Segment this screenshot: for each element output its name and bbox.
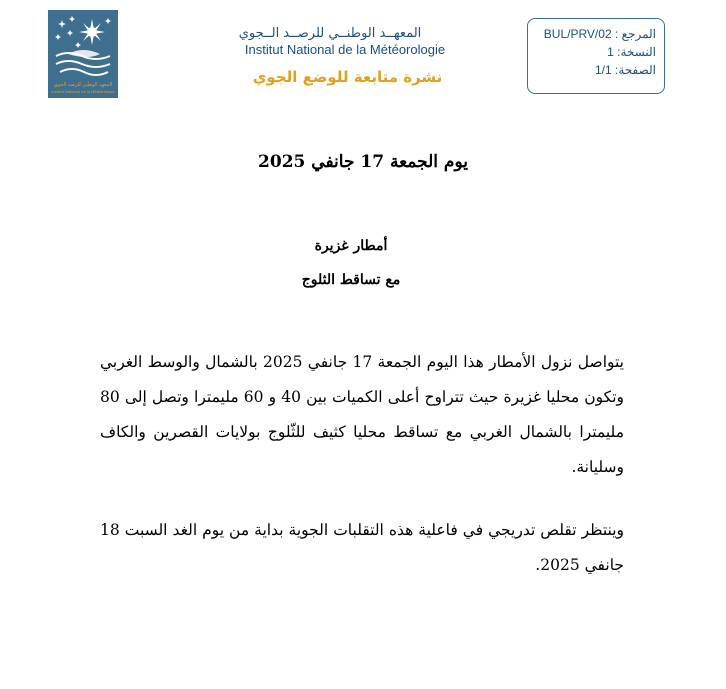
headline-snowfall: مع تساقط الثلوج — [301, 272, 401, 288]
page-label: الصفحة: — [615, 63, 656, 77]
inm-logo-icon — [48, 10, 118, 98]
date-title: يوم الجمعة 17 جانفي 2025 — [258, 152, 468, 172]
copy-label: النسخة: — [617, 45, 656, 59]
institute-name-fr: Institut National de la Météorologie — [244, 42, 446, 57]
institute-name-ar: المعهــد الوطنــي للرصــد الــجوي — [238, 26, 422, 41]
reference-box — [527, 18, 665, 94]
logo-caption-fr: Institut National de la Météorologie — [51, 90, 115, 94]
page-line — [595, 63, 656, 77]
paragraph: يتواصل نزول الأمطار هذا اليوم الجمعة 17 جانفي 2025 بالشمال والوسط الغربي وتكون محليا غزيرة حيث تتراوح أعلى الكميات بين 40 و 60 مليمترا وتصل إلى 80 مليمترا بالشمال الغربي مع تساقط محليا كثيف للثّلوج بولايات القصرين والكاف وسليانة. — [100, 353, 625, 476]
page-value: 1/1 — [594, 63, 612, 77]
copy-line — [607, 45, 656, 59]
headline-heavy-rain: أمطار غزيرة — [314, 238, 388, 254]
reference-label: المرجع : — [614, 27, 656, 41]
reference-value: BUL/PRV/02 — [543, 27, 612, 41]
copy-value: 1 — [607, 45, 614, 59]
logo-caption-ar: المعهد الوطني للرصد الجوي — [53, 82, 113, 88]
reference-line — [544, 27, 656, 41]
bulletin-title: نشرة متابعة للوضع الجوي — [252, 68, 443, 86]
paragraph: وينتظر تقلص تدريجي في فاعلية هذه التقلبات الجوية بداية من يوم الغد السبت 18 جانفي 2025. — [100, 521, 624, 574]
